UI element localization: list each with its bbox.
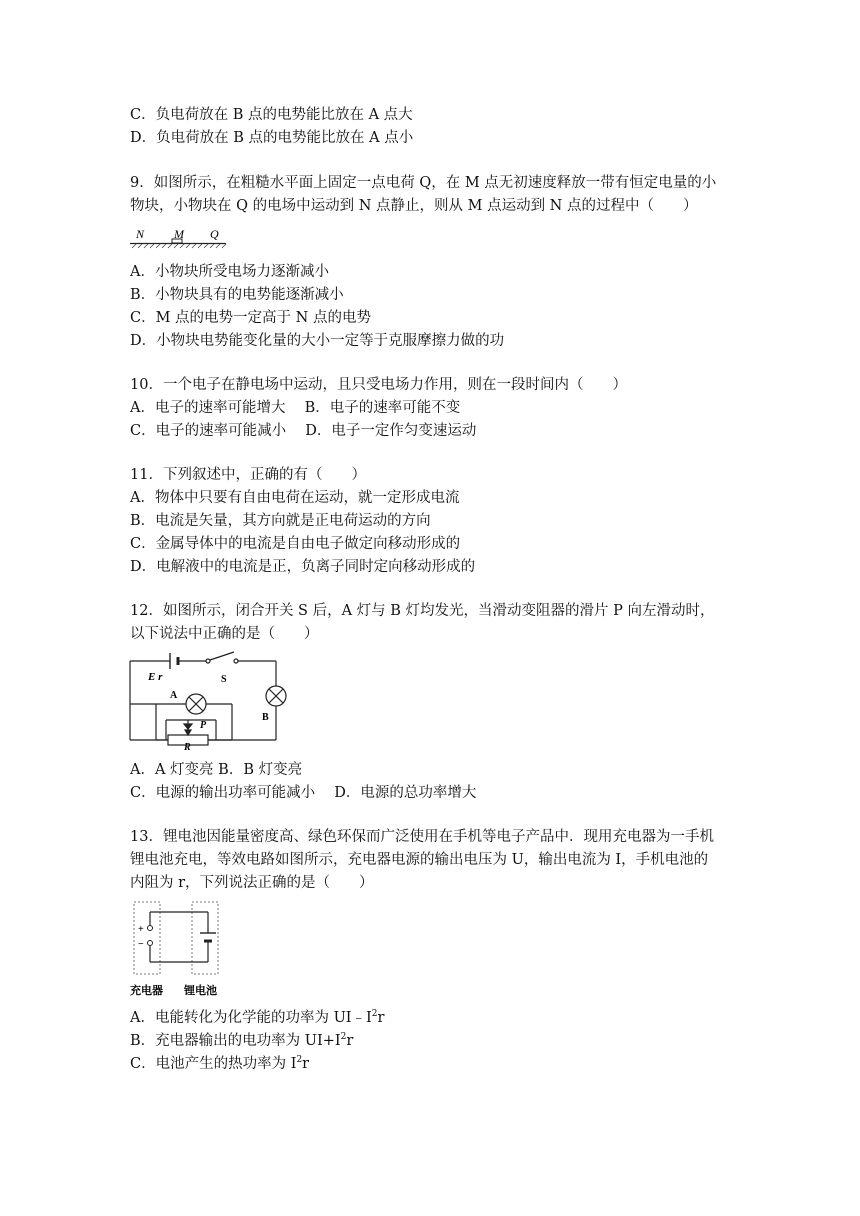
superscript: 2 <box>340 1032 347 1042</box>
superscript: 2 <box>371 1009 378 1019</box>
q11-option-b: B．电流是矢量，其方向就是正电荷运动的方向 <box>130 513 431 529</box>
q10-options-cd: C．电子的速率可能减小 D．电子一定作匀变速运动 <box>130 423 477 439</box>
q13-figure <box>128 900 228 1000</box>
q13-stem-line-3: 内阻为 r，下列说法正确的是（ ） <box>130 875 374 891</box>
q12-stem-line-2: 以下说法中正确的是（ ） <box>130 626 319 642</box>
label-r: R <box>184 742 191 750</box>
q11-option-d: D．电解液中的电流是正，负离子同时定向移动形成的 <box>130 559 476 575</box>
battery-box <box>192 902 218 974</box>
q11-option-c: C．金属导体中的电流是自由电子做定向移动形成的 <box>130 536 461 552</box>
option-tail: r <box>377 1010 385 1026</box>
q9-option-d: D．小物块电势能变化量的大小一定等于克服摩擦力做的功 <box>130 333 505 349</box>
q10-options-ab: A．电子的速率可能增大 B．电子的速率可能不变 <box>130 400 461 416</box>
option-tail: r <box>302 1056 310 1072</box>
q12-circuit-figure <box>128 650 293 750</box>
q11-stem: 11．下列叙述中，正确的有（ ） <box>130 467 366 483</box>
label-b: B <box>262 712 269 723</box>
label-s: S <box>221 674 227 685</box>
q12-stem-line-1: 12．如图所示，闭合开关 S 后，A 灯与 B 灯均发光，当滑动变阻器的滑片 P 向左滑动时， <box>130 603 715 619</box>
label-a: A <box>170 690 178 701</box>
label-er: E r <box>148 671 163 683</box>
q9-figure <box>130 224 230 252</box>
q13-stem-line-2: 锂电池充电，等效电路如图所示，充电器电源的输出电压为 U，输出电流为 I，手机电池的 <box>130 852 709 868</box>
label-battery: 锂电池 <box>184 985 217 997</box>
lamp-a <box>186 694 206 714</box>
q9-option-b: B．小物块具有的电势能逐渐减小 <box>130 287 344 303</box>
q13-stem-line-1: 13．锂电池因能量密度高、绿色环保而广泛使用在手机等电子产品中．现用充电器为一手机 <box>130 829 714 845</box>
battery-symbol <box>170 653 178 669</box>
ground-hatching <box>132 244 226 248</box>
q13-option-b <box>130 1031 353 1051</box>
cell-symbol <box>200 933 216 941</box>
q12-options-ab: A．A 灯变亮 B．B 灯变亮 <box>130 762 303 778</box>
option-text: B．充电器输出的电功率为 UI+I <box>130 1033 341 1049</box>
label-p: P <box>200 720 207 731</box>
lamp-b <box>266 686 286 706</box>
q9-option-c: C．M 点的电势一定高于 N 点的电势 <box>130 310 371 326</box>
charger-terminals <box>148 926 153 946</box>
charger-box <box>134 902 160 974</box>
label-n: N <box>136 227 145 241</box>
option-text: C．电池产生的热功率为 I <box>130 1056 297 1072</box>
option-text: A．电能转化为化学能的功率为 UI﹣I <box>130 1010 372 1026</box>
q9-option-a: A．小物块所受电场力逐渐减小 <box>130 264 329 280</box>
superscript: 2 <box>296 1055 303 1065</box>
label-q: Q <box>210 227 219 241</box>
q10-stem: 10．一个电子在静电场中运动，且只受电场力作用，则在一段时间内（ ） <box>130 377 627 393</box>
label-plus: + <box>138 924 144 935</box>
q13-option-a <box>130 1008 384 1028</box>
q12-options-cd: C．电源的输出功率可能减小 D．电源的总功率增大 <box>130 785 477 801</box>
option-tail: r <box>346 1033 354 1049</box>
label-m: M <box>174 227 184 241</box>
q13-option-c <box>130 1054 309 1074</box>
q9-stem-line-1: 9．如图所示，在粗糙水平面上固定一点电荷 Q，在 M 点无初速度释放一带有恒定电量的小 <box>130 175 717 191</box>
label-minus: − <box>138 939 144 950</box>
q8-option-d: D．负电荷放在 B 点的电势能比放在 A 点小 <box>130 130 414 146</box>
q8-option-c: C．负电荷放在 B 点的电势能比放在 A 点大 <box>130 107 413 123</box>
label-charger: 充电器 <box>130 985 163 997</box>
q11-option-a: A．物体中只要有自由电荷在运动，就一定形成电流 <box>130 490 460 506</box>
q9-stem-line-2: 物块，小物块在 Q 的电场中运动到 N 点静止，则从 M 点运动到 N 点的过程中（ ） <box>130 198 698 214</box>
switch-s <box>206 652 238 663</box>
